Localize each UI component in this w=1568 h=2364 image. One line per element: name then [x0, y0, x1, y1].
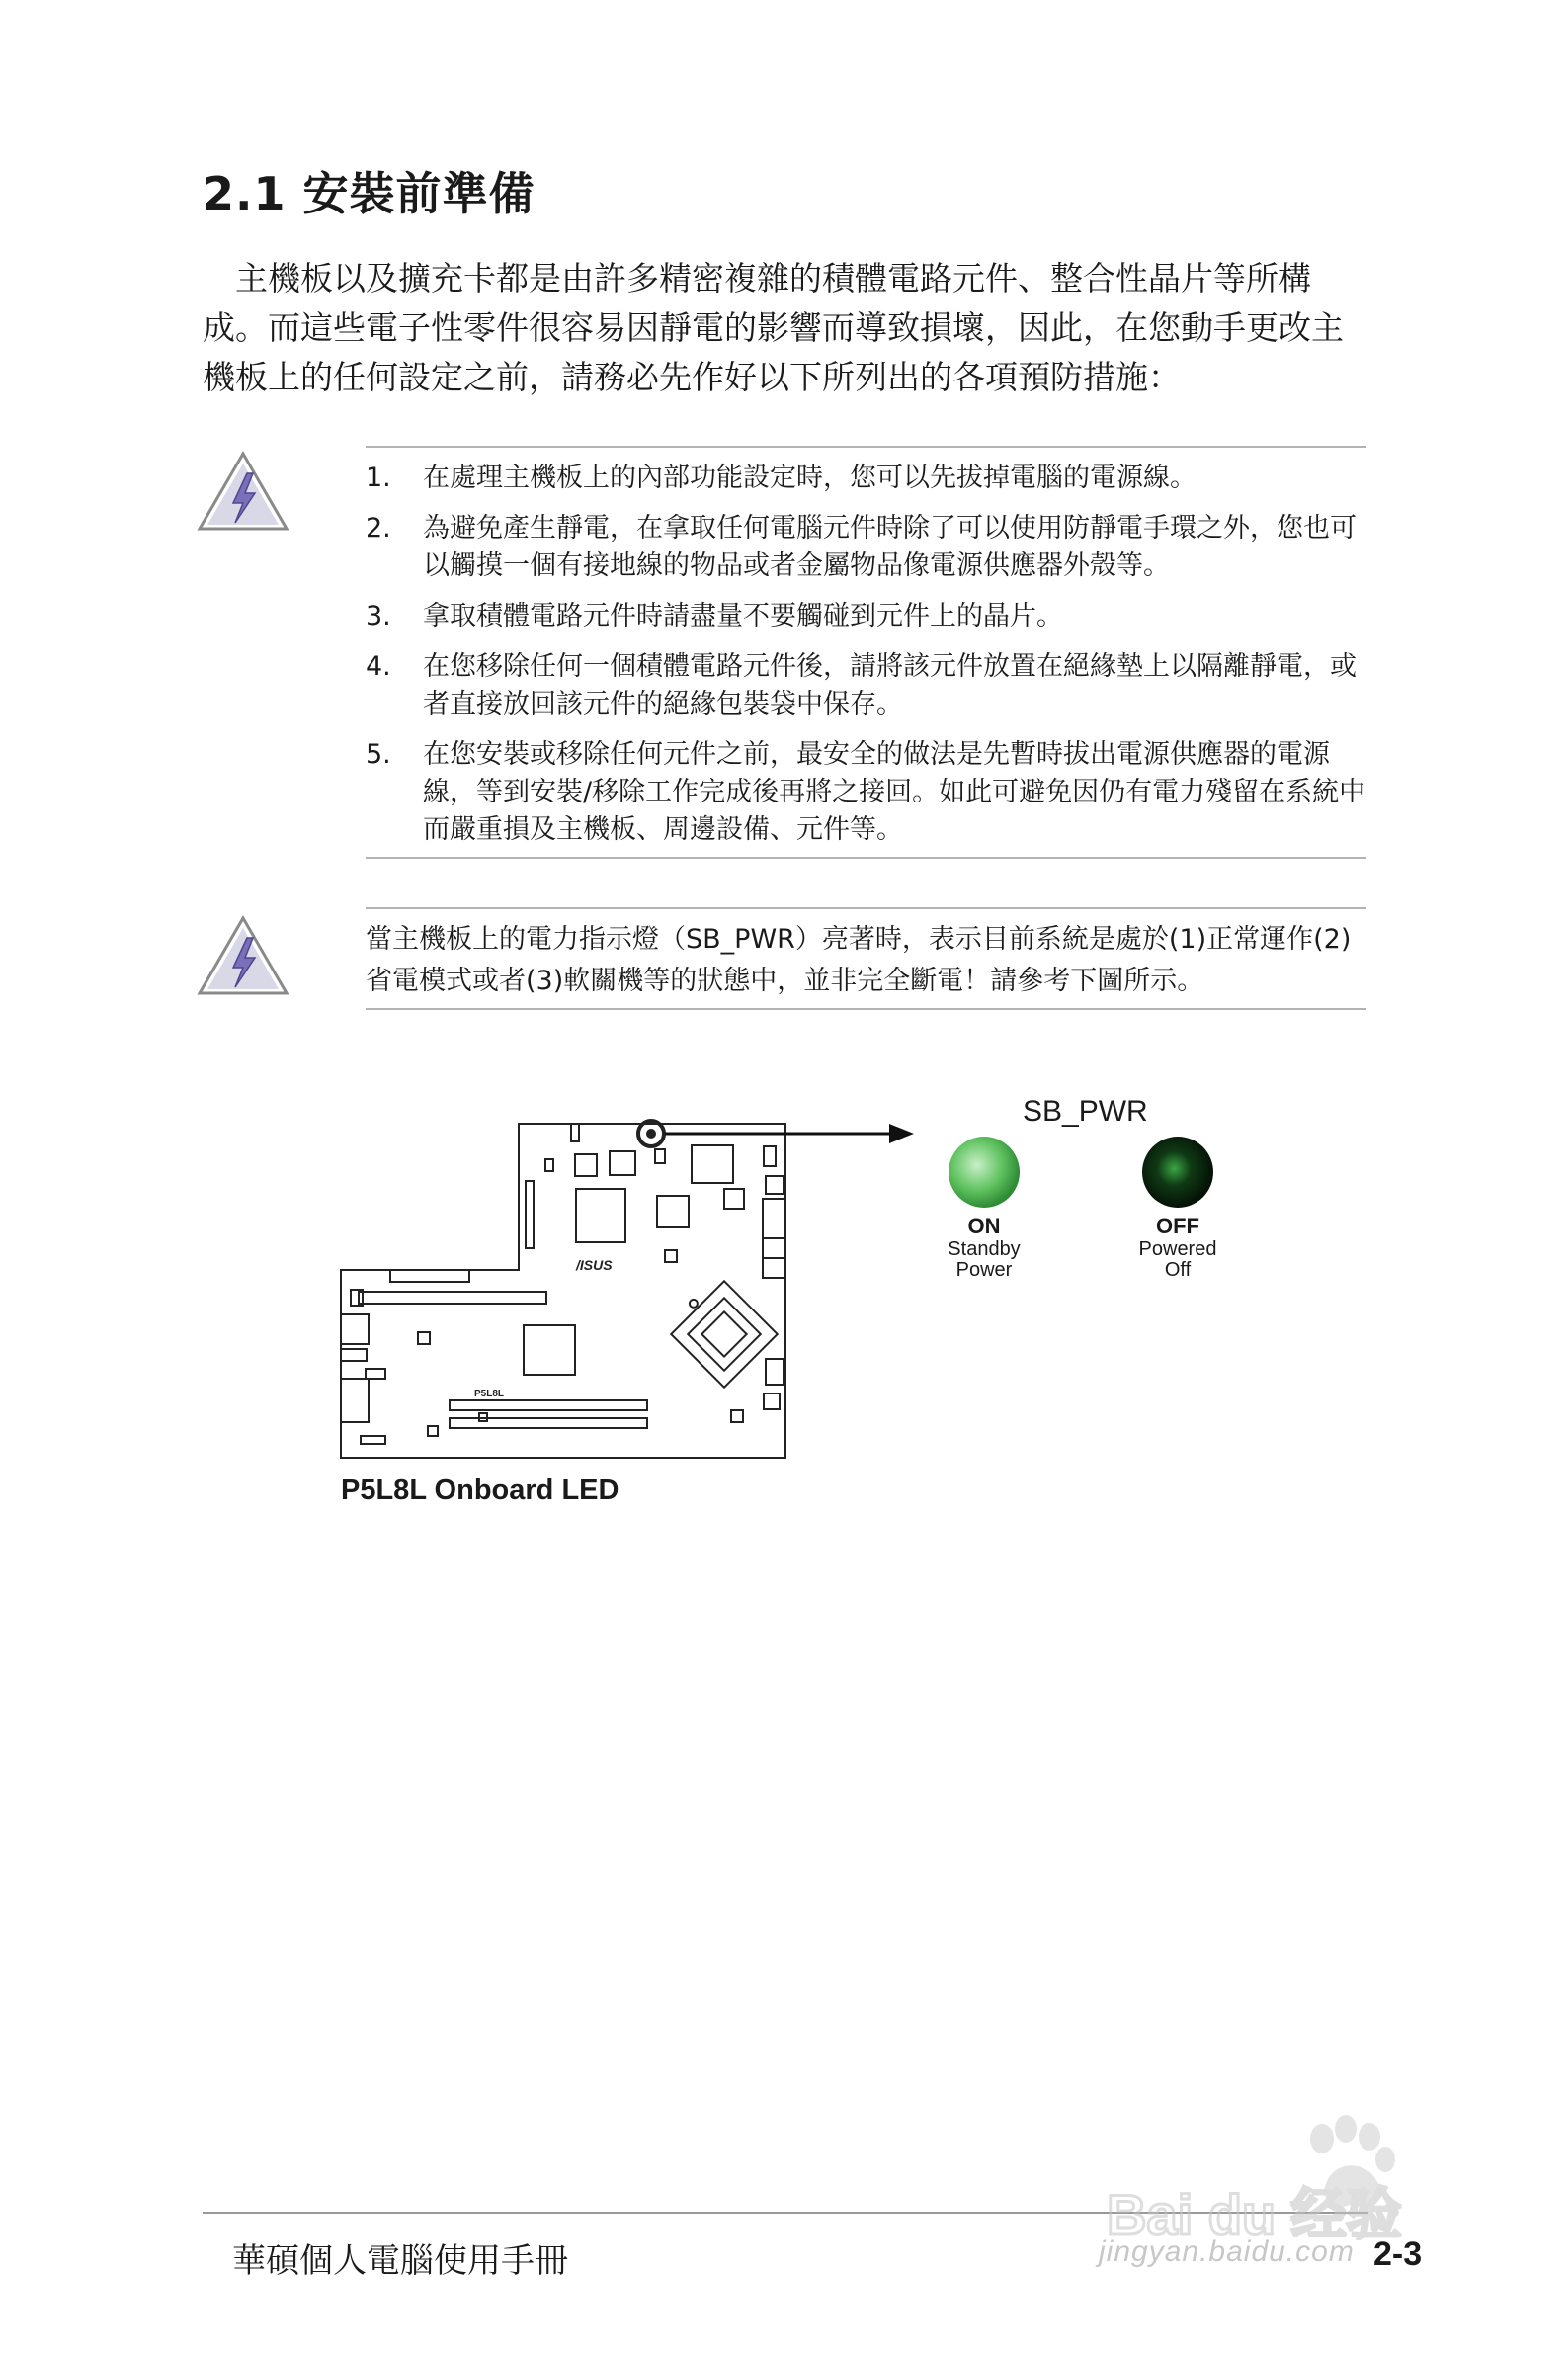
warning-triangle-icon — [196, 450, 290, 533]
board-model-label: P5L8L — [474, 1389, 505, 1399]
led-off-caption: OFF Powered Off — [1138, 1214, 1217, 1281]
intro-text: 主機板以及擴充卡都是由許多精密複雜的積體電路元件、整合性晶片等所構成。而這些電子性零件很容易因靜電的影響而導致損壞，因此，在您動手更改主機板上的任何設定之前，請務必先作好以下所列出的各項預防措施： — [203, 259, 1344, 396]
page-number: 2-3 — [1373, 2236, 1423, 2273]
watermark-brand: Bai du 经验 — [1107, 2183, 1402, 2245]
warning-list — [366, 460, 1368, 862]
list-item: 4. 在您移除任何一個積體電路元件後，請將該元件放置在絕緣墊上以隔離靜電，或者直接放回該元件的絕緣包裝袋中保存。 — [366, 651, 1357, 719]
list-item: 1. 在處理主機板上的內部功能設定時，您可以先拔掉電腦的電源線。 — [366, 463, 1197, 493]
watermark-url: jingyan.baidu.com — [1099, 2236, 1355, 2268]
note-bottom-rule — [366, 1008, 1366, 1010]
note-top-rule — [366, 907, 1366, 909]
warning-triangle-icon — [196, 914, 290, 997]
list-item: 5. 在您安裝或移除任何元件之前，最安全的做法是先暫時拔出電源供應器的電源線，等到安裝/移除工作完成後再將之接回。如此可避免因仍有電力殘留在系統中而嚴重損及主機板、周邊設備、元件等。 — [366, 739, 1366, 845]
section-title: 2.1 安裝前準備 — [203, 167, 536, 220]
sb-pwr-label: SB_PWR — [1023, 1095, 1148, 1128]
warning-bottom-rule — [366, 857, 1366, 859]
motherboard-diagram — [331, 1082, 924, 1468]
footer-title: 華碩個人電腦使用手冊 — [232, 2241, 568, 2281]
figure-caption: P5L8L Onboard LED — [341, 1475, 619, 1506]
note-text: 當主機板上的電力指示燈（SB_PWR）亮著時，表示目前系統是處於(1)正常運作(2)省電模式或者(3)軟關機等的狀態中，並非完全斷電！請參考下圖所示。 — [366, 924, 1352, 996]
list-item: 2. 為避免產生靜電，在拿取任何電腦元件時除了可以使用防靜電手環之外，您也可以觸摸一個有接地線的物品或者金屬物品像電源供應器外殼等。 — [366, 513, 1357, 581]
warning-top-rule — [366, 446, 1366, 448]
led-on-caption: ON Standby Power — [948, 1214, 1021, 1281]
led-off-icon — [1140, 1135, 1215, 1210]
board-logo: /ISUS — [576, 1257, 613, 1273]
led-on-icon — [947, 1135, 1022, 1210]
list-item: 3. 拿取積體電路元件時請盡量不要觸碰到元件上的晶片。 — [366, 601, 1063, 632]
intro-paragraph — [203, 254, 1368, 402]
